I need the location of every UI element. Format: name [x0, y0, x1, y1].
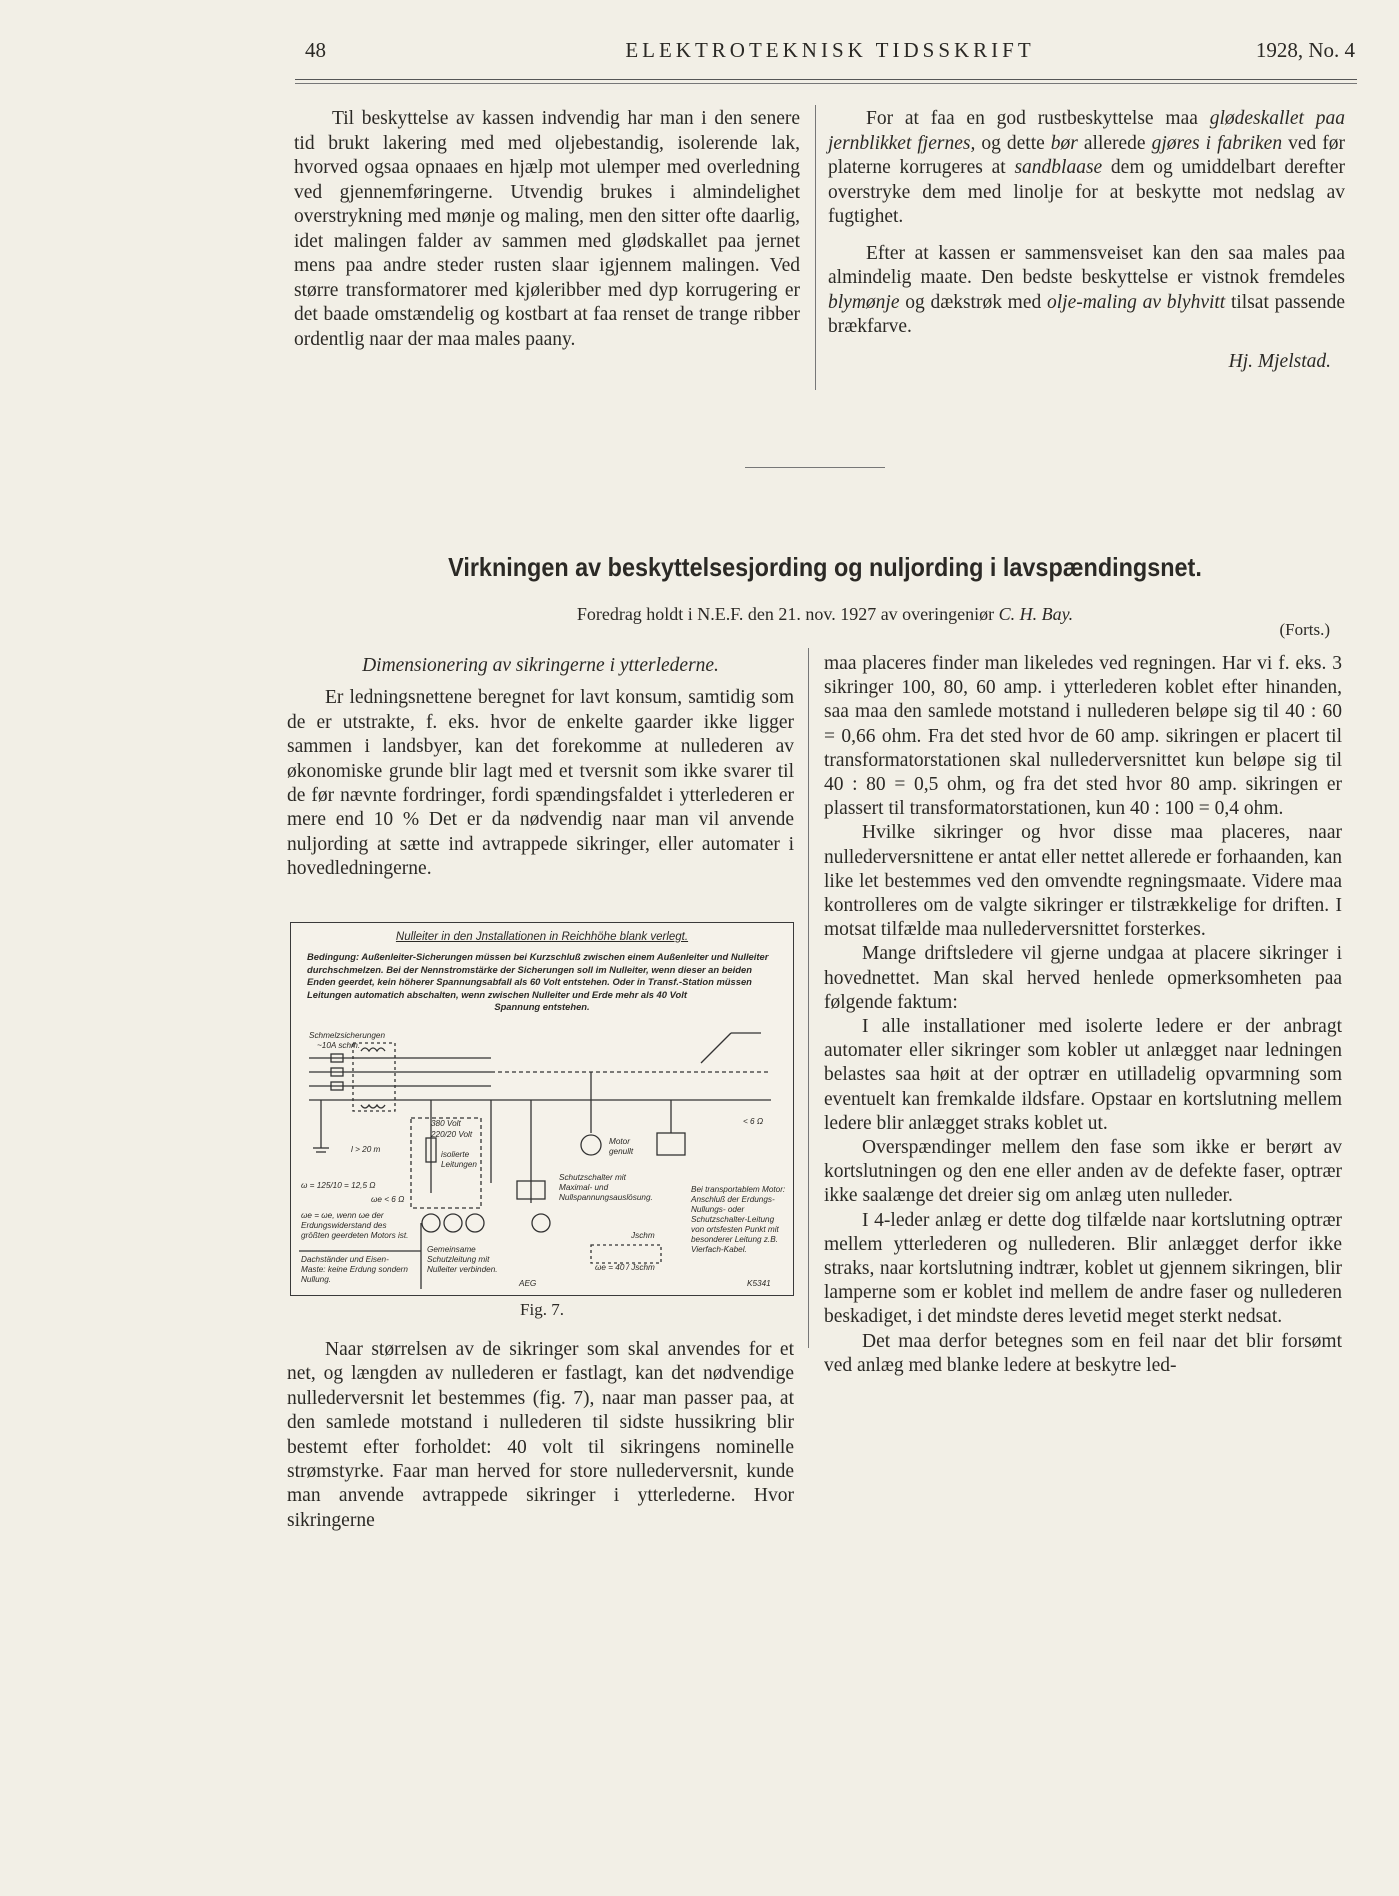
right-paragraph-2: Hvilke sikringer og hvor disse maa placeres, naar nullederversnittene er antat eller nettet allerede er forhaanden, kan like let bestemmes ved den omvendte regningsmaate. Videre maa kontrolleres om de valgte sikringer er tilstrækkelige for driften. I motsat tilfælde maa nullederversnittet forsterkes. [824, 822, 1342, 941]
label-we: ωe < 6 Ω [371, 1195, 405, 1204]
right-paragraph-4: I alle installationer med isolerte ledere er der anbragt automater eller sikringer som kobler ut anlægget naar ledningen belastes saa høit at der optrær en utilladelig opvarmning som eventuelt kan fremkalde ildsfare. Opstaar en kortslutning mellem ledere blir anlægget straks koblet ut. [824, 1016, 1342, 1134]
label-isolated: isolierte [441, 1150, 470, 1159]
switch-lever [701, 1033, 731, 1063]
issue-label: 1928, No. 4 [1255, 38, 1355, 62]
right-paragraph-5: Overspændinger mellem den fase som ikke er berørt av kortslutningen og den ene eller anden av de defekte faser, optrær ikke saalænge det dreier sig om anlæg uten nulleder. [824, 1137, 1342, 1207]
label-220v: 220/20 Volt [431, 1130, 473, 1139]
figure-caption: Fig. 7. [520, 1300, 564, 1319]
label-fuses: Schmelzsicherungen [309, 1031, 386, 1040]
running-header [305, 38, 1355, 66]
motor-symbol-4 [444, 1214, 462, 1232]
portable-motor-box [657, 1133, 685, 1155]
author-signature: Hj. Mjelstad. [1228, 350, 1331, 372]
figure-note: Bedingung: Außenleiter-Sicherungen müssen bei Kurzschluß zwischen einem Außenleiter und Nulleiter durchschmelzen. Bei der Nennstromstärke der Sicherungen soll im Nulleiter, wenn dieser an beiden Enden geerdet, kein höherer Spannungsabfall als 60 Volt entstehen. Oder in Transf.-Station müssen Leitungen automatich abschalten, wenn zwischen Nulleiter und Erde mehr als 40 Volt Spannung entstehen. [307, 951, 769, 1013]
label-roof-mast: Dachständer und Eisen-Maste: keine Erdung sondern Nullung. [301, 1255, 408, 1284]
top-left-column [294, 107, 800, 352]
lower-right-column [824, 652, 1342, 1378]
label-we-text: ωe = ωe, wenn ωe der Erdungswiderstand des größten geerdeten Motors ist. [301, 1211, 409, 1240]
lower-column-rule [808, 648, 809, 1348]
transformer-box [353, 1043, 395, 1111]
motor-symbol-3 [422, 1214, 440, 1232]
figure-7 [290, 922, 794, 1296]
label-omega: ω = 125/10 = 12,5 Ω [301, 1181, 376, 1190]
article-subtitle: Foredrag holdt i N.E.F. den 21. nov. 1927 av overingeniør C. H. Bay. [576, 604, 1074, 624]
label-portable-motor: Bei transportablem Motor: Anschluß der Erdungs- Nullungs- oder Schutzschalter-Leitung von ortsfesten Punkt mit besonderer Leitung z.B. Vierfach-Kabel. [691, 1185, 786, 1254]
label-common-protection: Gemeinsame Schutzleitung mit Nulleiter verbinden. [427, 1245, 498, 1274]
top-right-paragraph-2: Efter at kassen er sammensveiset kan den saa males paa almindelig maate. Den bedste beskyttelse er vistnok fremdeles blymønje og dækstrøk med olje-maling av blyhvitt tilsat passende brækfarve. [828, 242, 1345, 337]
label-motor: Motor [609, 1137, 630, 1146]
section-heading: Dimensionering av sikringerne i ytterlederne. [362, 655, 719, 676]
journal-title: ELEKTROTEKNISK TIDSSKRIFT [625, 38, 1035, 62]
left-paragraph-1: Er ledningsnettene beregnet for lavt konsum, samtidig som de er utstrakte, f. eks. hvor de enkelte gaarder ikke ligger sammen i landsbyer, kan det forekomme at nullederen av økonomiske grunde blir lagt med et tversnit som ikke svarer til de før nævnte fordringer, fordi spændingsfaldet i ytterlederen er mere end 10 % Det er da nødvendig naar man vil anvende nuljording at sætte ind avtrappede sikringer, eller automater i hovedledningerne. [287, 687, 794, 880]
label-380v: 380 Volt [431, 1119, 461, 1128]
transformer-coil-1 [361, 1048, 385, 1051]
lower-left-column-continued [287, 1338, 794, 1533]
motor-symbol-1 [532, 1214, 550, 1232]
motor-symbol-2 [581, 1135, 601, 1155]
article-author: C. H. Bay. [998, 604, 1074, 624]
label-lt6: < 6 Ω [743, 1117, 764, 1126]
top-left-paragraph: Til beskyttelse av kassen indvendig har man i den senere tid brukt lakering med med oljebestandig, isolerende lak, hvorved ogsaa opnaaes en hjælp mot ulemper med overledning ved gjennemføringerne. Utvendig brukes i almindelighet overstrykning med mønje og maling, men den sitter ofte daarlig, idet malingen falder av sammen med glødskallet paa jernet mens paa andre steder rusten slaar igjennem malingen. Ved større transformatorer med kjøleribber med dyp korrugering er det baade omstændelig og kostbart at faa renset de trange ribber ordentlig naar der maa males paany. [294, 108, 800, 350]
right-paragraph-3: Mange driftsledere vil gjerne undgaa at placere sikringer i hovednettet. Man skal herved henlede opmerksomheten paa følgende faktum: [824, 943, 1342, 1013]
right-paragraph-7: Det maa derfor betegnes som en feil naar det blir forsømt ved anlæg med blanke ledere at beskytre led- [824, 1330, 1342, 1376]
header-rule-second [295, 83, 1357, 84]
label-10a: ~10A schm. [317, 1041, 361, 1050]
article-separator [745, 467, 885, 468]
earth-resistance-box [591, 1245, 661, 1263]
article-title: Virkningen av beskyttelsesjording og nuljording i lavspændingsnet. [448, 552, 1202, 582]
top-right-paragraph-1: For at faa en god rustbeskyttelse maa glødeskallet paa jernblikket fjernes, og dette bør allerede gjøres i fabriken ved før platerne korrugeres at sandblaase dem og umiddelbart derefter overstryke dem med linolje for at beskytte mot nedslag av fugtighet. [828, 108, 1346, 227]
figure-heading: Nulleiter in den Jnstallationen in Reichhöhe blank verlegt. [395, 931, 689, 943]
continued-label: (Forts.) [1279, 620, 1330, 639]
top-column-rule [815, 105, 816, 390]
right-paragraph-6: I 4-leder anlæg er dette dog tilfælde naar kortslutning optrær mellem ytterlederen og nullederen. Blir anlægget derfor ikke straks, naar kortslutning indtrær, koblet ut gjennem sikringen, blir lamperne som er koblet ind mellem de andre faser og nullederen beskadiget, i det mindste deres levetid meget sterkt nedsat. [824, 1209, 1342, 1328]
right-paragraph-1: maa placeres finder man likeledes ved regningen. Har vi f. eks. 3 sikringer 100, 80, 60 amp. i ytterlederen koblet efter hinanden, saa maa den samlede motstand i nullederen beløpe sig til 40 : 60 = 0,66 ohm. Fra det sted hvor de 60 amp. sikringen er placert til transformatorstationen skal nullederversnittet kun beløpe sig til 40 : 80 = 0,5 ohm, og fra det sted hvor 80 amp. sikringen er plassert til transformatorstationen, kun 40 : 100 = 0,4 ohm. [824, 653, 1342, 820]
label-figure-number: K5341 [747, 1279, 771, 1288]
lower-left-column [287, 654, 794, 882]
label-aeg: AEG [519, 1279, 537, 1288]
header-rule [295, 79, 1357, 80]
left-paragraph-2: Naar størrelsen av de sikringer som skal anvendes for et net, og længden av nullederen er fastlagt, kan det nødvendige nullederversnit let bestemmes (fig. 7), naar man passer paa, at den samlede motstand i nullederen til sidste hussikring blir bestemt efter forholdet: 40 volt til sikringens nominelle strømstyrke. Faar man herved for store nullederversnit, kunde man anvende avtrappede sikringer i ytterlederne. Hvor sikringerne [287, 1339, 794, 1531]
label-circuit-breaker: Schutzschalter mit Maximal- und Nullspannungsauslösung. [559, 1173, 653, 1202]
motor-symbol-5 [466, 1214, 484, 1232]
label-jschm: Jschm [631, 1231, 655, 1240]
label-grounded: genullt [609, 1147, 634, 1156]
page-number: 48 [305, 38, 326, 62]
label-length: l > 20 m [351, 1145, 381, 1154]
transformer-coil-2 [361, 1105, 385, 1108]
label-cables: Leitungen [441, 1160, 477, 1169]
label-formula: ωe = 40 / Jschm [595, 1263, 655, 1272]
top-right-column [828, 107, 1345, 374]
